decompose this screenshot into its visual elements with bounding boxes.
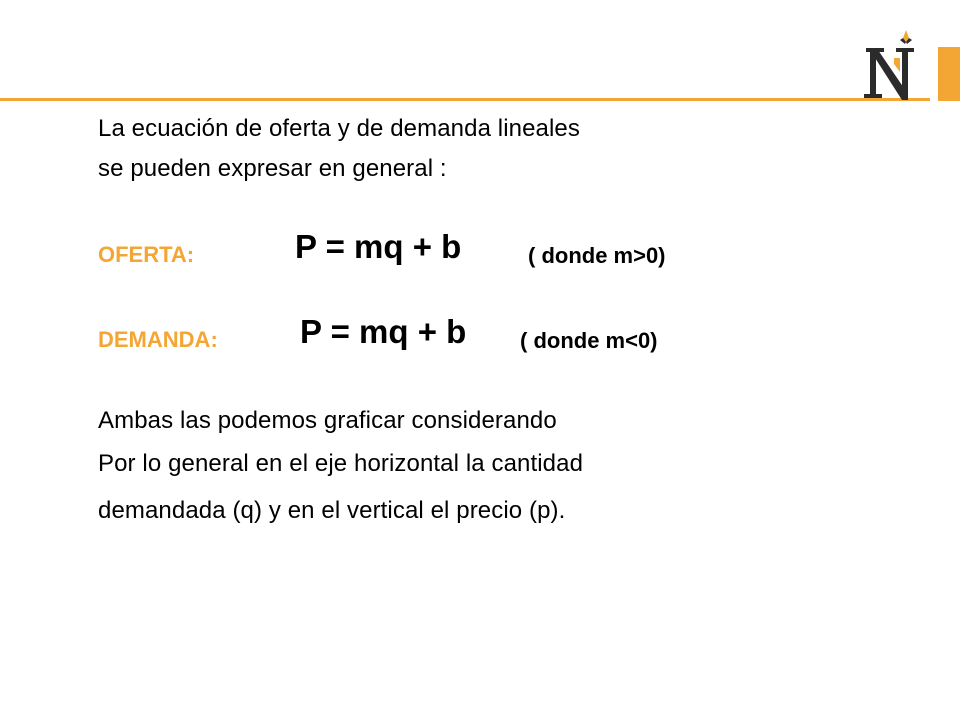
demanda-label: DEMANDA: <box>98 327 218 352</box>
oferta-label: OFERTA: <box>98 242 195 267</box>
outro-line-1: Ambas las podemos graficar considerando <box>98 407 557 434</box>
logo-icon <box>860 28 918 102</box>
demanda-condition: ( donde m<0) <box>520 328 658 353</box>
outro-line-2: Por lo general en el eje horizontal la cantidad <box>98 450 584 477</box>
intro-line-1: La ecuación de oferta y de demanda lineales <box>98 115 580 142</box>
demanda-formula: P = mq + b <box>300 313 467 350</box>
header-accent-bar <box>938 47 960 101</box>
oferta-formula: P = mq + b <box>295 228 462 265</box>
intro-line-2: se pueden expresar en general : <box>98 155 447 182</box>
header-divider <box>0 98 930 101</box>
oferta-condition: ( donde m>0) <box>528 243 666 268</box>
outro-line-3: demandada (q) y en el vertical el precio (p). <box>98 497 566 524</box>
